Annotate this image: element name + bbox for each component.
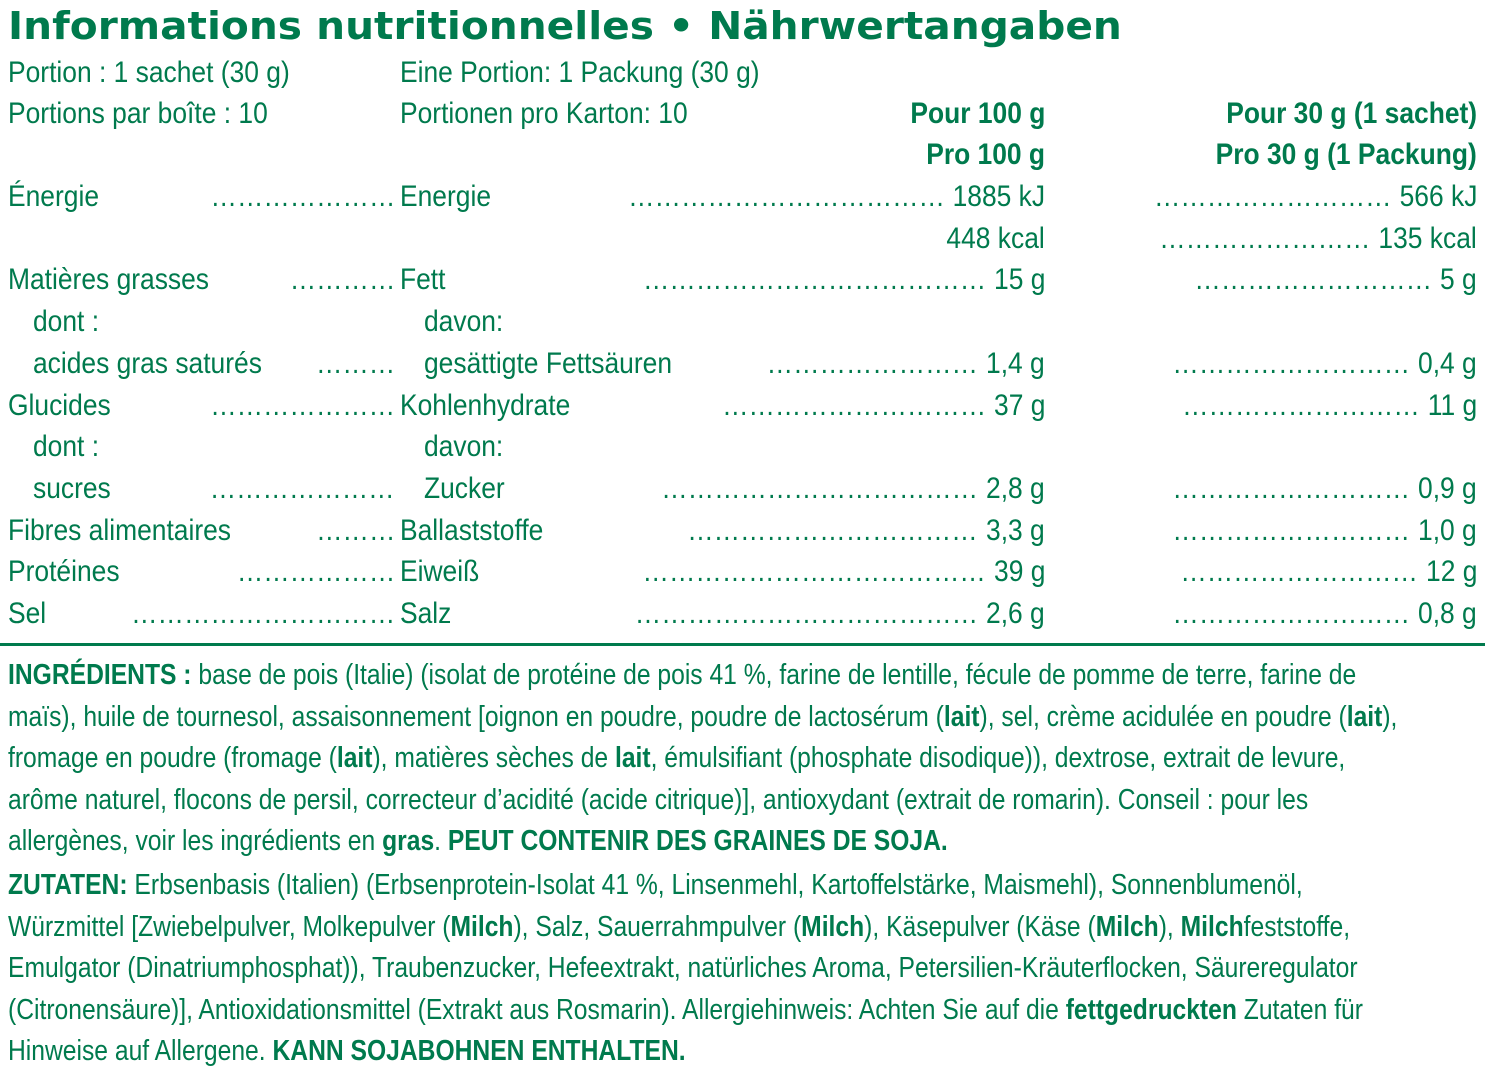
nutrient-row	[0, 593, 1485, 635]
allergen-bold: Milch	[450, 910, 514, 943]
value-per-serving: 135 kcal	[1378, 221, 1477, 255]
nutrient-name-fr: acides gras saturés	[33, 346, 262, 380]
per100-header-fr: Pour 100 g	[910, 97, 1045, 130]
nutrient-name-de: Kohlenhydrate	[400, 388, 571, 422]
ingredients-fr-text: ), sel, crème acidulée en poudre (	[979, 700, 1347, 733]
ingredients-de-text: ),	[1158, 910, 1181, 943]
nutrient-row	[0, 468, 1485, 510]
nutrient-name-fr: dont :	[33, 305, 100, 339]
dot-leader	[103, 426, 395, 468]
ingredients-fr-text: ), matières sèches de	[372, 742, 615, 774]
nutrient-name-de: Ballaststoffe	[400, 513, 544, 547]
dot-leader: ………………………	[1172, 513, 1411, 547]
nutrient-name-fr: Protéines	[8, 555, 120, 589]
nutrient-name-de: Fett	[400, 263, 446, 297]
nutrient-name-fr: Sel	[8, 597, 47, 630]
dot-leader: ………………………	[1172, 471, 1411, 505]
allergen-bold: lait	[336, 742, 373, 774]
value-per-serving: 12 g	[1425, 555, 1477, 589]
nutrient-name-de: gesättigte Fettsäuren	[424, 346, 673, 380]
dot-leader	[404, 218, 938, 260]
ingredients-de-text: ), Käsepulver (Käse (	[864, 910, 1096, 943]
nutrient-row	[0, 510, 1485, 552]
dot-leader: …………………………………	[642, 263, 986, 297]
nutrient-row	[0, 385, 1485, 427]
value-per-serving: 0,8 g	[1418, 597, 1477, 630]
serving-size-fr: Portion : 1 sachet (30 g)	[8, 56, 290, 89]
dot-leader: ………………………	[1182, 388, 1420, 422]
value-per-100g: 2,6 g	[986, 597, 1045, 630]
dot-leader: ………………………	[1180, 555, 1418, 589]
ingredients-de-text: ), Salz, Sauerrahmpulver (	[513, 910, 802, 943]
value-per-serving: 0,9 g	[1418, 471, 1477, 505]
nutrient-name-de: davon:	[424, 305, 504, 339]
allergen-bold: fettgedruckten	[1065, 993, 1237, 1026]
servings-per-box-row	[0, 93, 1485, 135]
dot-leader: …………	[289, 263, 395, 297]
nutrient-row	[0, 176, 1485, 218]
ingredients-fr	[8, 655, 1400, 863]
dot-leader	[12, 218, 395, 260]
value-per-serving: 566 kJ	[1399, 180, 1477, 213]
allergen-bold: lait	[943, 700, 980, 733]
allergen-bold: Milch	[1180, 910, 1244, 943]
nutrient-row	[0, 301, 1485, 343]
dot-leader: …………………………	[721, 388, 986, 422]
nutrient-row	[0, 343, 1485, 385]
value-per-100g: 1,4 g	[986, 346, 1045, 380]
per100-header-de: Pro 100 g	[926, 138, 1045, 171]
dot-leader	[1060, 426, 1469, 468]
allergen-bold: lait	[614, 742, 651, 774]
nutrient-name-fr: Fibres alimentaires	[8, 513, 232, 547]
allergen-bold: gras	[382, 825, 435, 857]
value-per-serving: 1,0 g	[1418, 513, 1477, 547]
value-per-serving: 0,4 g	[1418, 346, 1477, 380]
allergen-warning-de: KANN SOJABOHNEN ENTHALTEN.	[272, 1035, 686, 1067]
allergen-bold: Milch	[801, 910, 865, 943]
dot-leader: ………………………	[1153, 180, 1392, 213]
serving-row	[0, 52, 1485, 94]
per-serving-header-de: Pro 30 g (1 Packung)	[1215, 138, 1477, 171]
nutrient-name-de: Zucker	[424, 471, 505, 505]
nutrient-row	[0, 259, 1485, 301]
nutrient-name-fr: sucres	[33, 471, 111, 505]
dot-leader	[507, 426, 1037, 468]
dot-leader: ………	[315, 513, 395, 547]
value-per-100g: 3,3 g	[986, 513, 1045, 547]
ingredients-fr-text: , émulsifiant (phosphate disodique)), dextrose, extrait de levure, arôme naturel, flocons de persil, correcteur d’acidité (acide citrique)], antioxydant (extrait de romarin). Conseil : pour les allergènes, voir les ingrédients en	[8, 742, 1346, 857]
value-per-serving: 11 g	[1427, 388, 1477, 422]
serving-size-de: Eine Portion: 1 Packung (30 g)	[400, 56, 760, 89]
dot-leader: ………………………	[1172, 597, 1411, 630]
dot-leader: …………………………………	[642, 555, 986, 589]
nutrient-row	[0, 218, 1485, 260]
nutrient-row	[0, 426, 1485, 468]
nutrient-name-de: Energie	[400, 180, 491, 213]
nutrient-row	[0, 551, 1485, 593]
per-serving-header-fr: Pour 30 g (1 sachet)	[1226, 97, 1477, 130]
servings-per-box-fr: Portions par boîte : 10	[8, 97, 268, 130]
ingredients-fr-text: ), fromage en poudre (fromage (	[8, 700, 1398, 774]
dot-leader: ………………………………	[661, 471, 979, 505]
nutrient-name-de: Eiweiß	[400, 555, 480, 589]
ingredients-de-text: Erbsenbasis (Italien) (Erbsenprotein-Isolat 41 %, Linsenmehl, Kartoffelstärke, Maismehl), Sonnenblumenöl, Würzmittel [Zwiebelpulver, Molkepulver (	[8, 869, 1303, 943]
dot-leader	[1060, 301, 1469, 343]
dot-leader	[103, 301, 395, 343]
value-per-100g: 39 g	[993, 555, 1045, 589]
ingredients-fr-heading: INGRÉDIENTS :	[8, 659, 192, 691]
dot-leader: …………………	[210, 471, 395, 505]
ingredients-de-text: feststoffe, Emulgator (Dinatriumphosphat)), Traubenzucker, Hefeextrakt, natürliches Aroma, Petersilien-Kräuterflocken, Säureregulator (Citronensäure)], Antioxidationsmittel (Extrakt aus Rosmarin). Allergiehinweis: Achten Sie auf die	[8, 910, 1358, 1026]
dot-leader: …………………	[210, 180, 395, 213]
dot-leader: ………………………………	[627, 180, 945, 213]
ingredients-de-heading: ZUTATEN:	[8, 869, 128, 901]
dot-leader: ………………	[236, 555, 395, 589]
nutrient-name-de: Salz	[400, 597, 452, 630]
dot-leader: …………………	[210, 388, 395, 422]
dot-leader: …………………………………	[634, 597, 979, 630]
ingredients-de	[8, 865, 1400, 1073]
nutrient-name-fr: Matières grasses	[8, 263, 210, 297]
nutrient-name-fr: Glucides	[8, 388, 111, 422]
servings-per-box-de: Portionen pro Karton: 10	[400, 97, 688, 130]
dot-leader: ……………………………	[687, 513, 979, 547]
value-per-100g: 15 g	[993, 263, 1045, 297]
label-title: Informations nutritionnelles • Nährwertangaben	[8, 4, 1122, 48]
nutrient-name-de: davon:	[424, 430, 504, 464]
ingredients-de-text: Zutaten für Hinweise auf Allergene.	[8, 993, 1363, 1067]
nutrient-name-fr: dont :	[33, 430, 100, 464]
dot-leader: ……………………	[766, 346, 979, 380]
dot-leader: ………………………	[1194, 263, 1433, 297]
allergen-warning-fr: PEUT CONTENIR DES GRAINES DE SOJA.	[447, 825, 948, 857]
value-per-100g: 37 g	[993, 388, 1045, 422]
ingredients-fr-text: .	[434, 825, 448, 857]
value-per-serving: 5 g	[1440, 263, 1477, 297]
dot-leader: ……………………	[1159, 221, 1371, 255]
value-per-100g: 2,8 g	[986, 471, 1045, 505]
dot-leader: …………………………	[130, 597, 395, 630]
ingredients-fr-text: base de pois (Italie) (isolat de protéine de pois 41 %, farine de lentille, fécule de pomme de terre, farine de maïs), huile de tournesol, assaisonnement [oignon en poudre, poudre de lactosérum (	[8, 659, 1357, 733]
dot-leader: ………	[315, 346, 395, 380]
dot-leader	[507, 301, 1037, 343]
divider	[0, 643, 1485, 646]
nutrient-name-fr: Énergie	[8, 180, 99, 213]
allergen-bold: Milch	[1095, 910, 1159, 943]
dot-leader: ………………………	[1172, 346, 1411, 380]
column-header-row-de	[0, 134, 1485, 176]
allergen-bold: lait	[1346, 700, 1383, 733]
value-per-100g: 1885 kJ	[952, 180, 1045, 213]
value-per-100g: 448 kcal	[946, 221, 1045, 255]
